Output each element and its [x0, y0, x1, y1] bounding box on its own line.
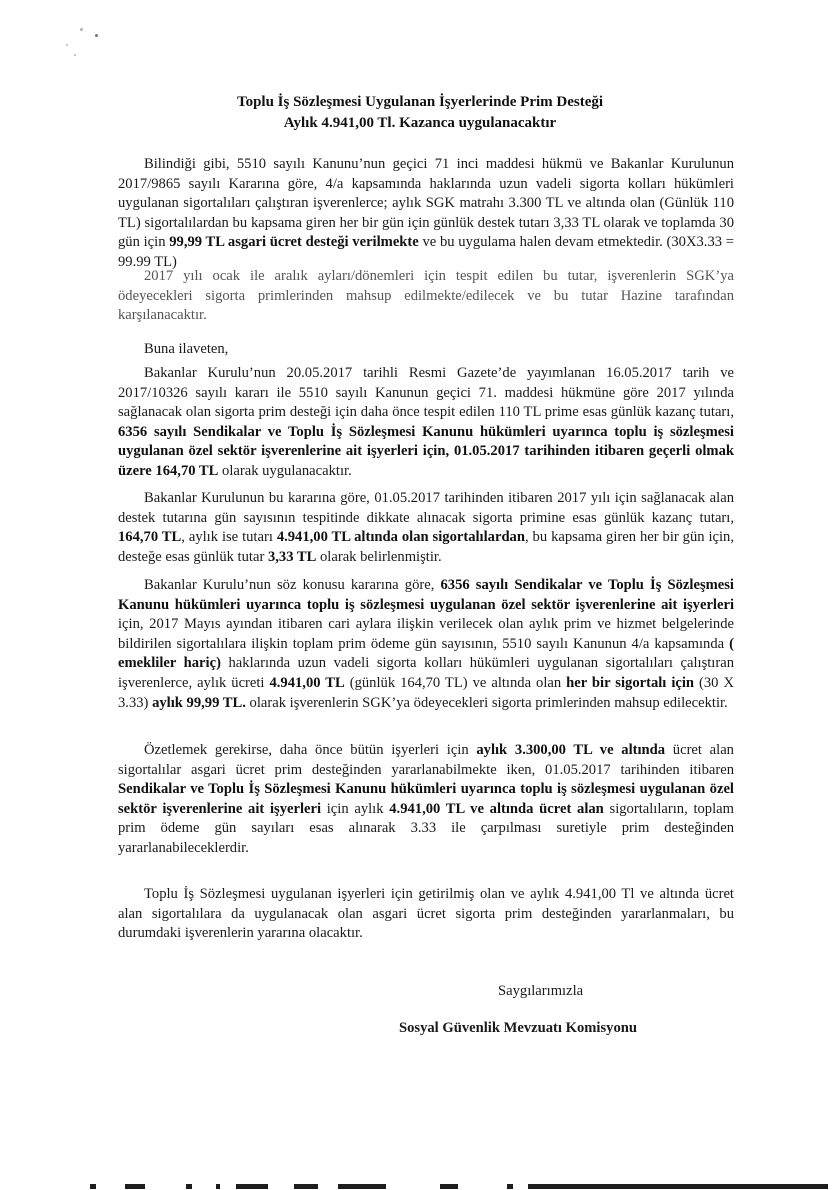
scan-speck — [80, 28, 83, 31]
edge-mark — [186, 1184, 192, 1189]
scan-edge-marks — [0, 1184, 840, 1190]
scan-speck — [95, 34, 98, 37]
scan-speck — [66, 44, 68, 46]
edge-mark — [125, 1184, 145, 1189]
scan-speck — [74, 54, 76, 56]
edge-mark — [507, 1184, 513, 1189]
edge-mark — [528, 1184, 828, 1189]
paragraph-7: Özetlemek gerekirse, daha önce bütün işyerleri için aylık 3.300,00 TL ve altında ücret alan sigortalılar asgari ücret prim desteğinden yararlanabilmekte iken, 01.05.2017 tarihinden itibaren Sendikalar ve Toplu İş Sözleşmesi Kanunu hükümleri uyarınca toplu iş sözleşmesi uygulanan özel sektör işverenlerine ait işyerleri için aylık 4.941,00 TL ve altında ücret alan sigortalıların, toplam prim ödeme gün sayıları esas alınarak 3.33 ile çarpılması suretiyle prim desteğinden yararlanabileceklerdir. — [118, 742, 734, 856]
document-title: Toplu İş Sözleşmesi Uygulanan İşyerlerinde Prim Desteği — [236, 94, 604, 110]
edge-mark — [236, 1184, 268, 1189]
edge-mark — [216, 1184, 220, 1189]
edge-mark — [440, 1184, 458, 1189]
paragraph-8: Toplu İş Sözleşmesi uygulanan işyerleri için getirilmiş olan ve aylık 4.941,00 Tl ve altında ücret alan sigortalılara da uygulanacak olan asgari ücret sigorta prim desteğinden yararlanmaları, bu durumdaki işverenlerin yararına olacaktır. — [118, 886, 734, 942]
edge-mark — [338, 1184, 386, 1189]
paragraph-4: Bakanlar Kurulu’nun 20.05.2017 tarihli Resmi Gazete’de yayımlanan 16.05.2017 tarih ve 2017/10326 sayılı kararı ile 5510 sayılı Kanunun geçici 71. maddesi hükmüne göre 2017 yılında sağlanacak olan sigorta prim desteği için daha önce tespit edilen 110 TL prime esas günlük kazanç tutarı, 6356 sayılı Sendikalar ve Toplu İş Sözleşmesi Kanunu hükümleri uyarınca toplu iş sözleşmesi uygulanan özel sektör işverenlerine ait işyerleri için, 01.05.2017 tarihinden itibaren geçerli olmak üzere 164,70 TL olarak uygulanacaktır. — [118, 365, 734, 479]
paragraph-2: 2017 yılı ocak ile aralık ayları/dönemleri için tespit edilen bu tutar, işverenlerin SGK’ya ödeyecekleri sigorta primlerinden mahsup edilmekte/edilecek ve bu tutar Hazine tarafından karşılanacaktır. — [118, 268, 734, 324]
paragraph-5: Bakanlar Kurulunun bu kararına göre, 01.05.2017 tarihinden itibaren 2017 yılı için sağlanacak alan destek tutarına gün sayısının tespitinde dikkate alınacak sigorta primine esas günlük kazanç tutarı, 164,70 TL, aylık ise tutarı 4.941,00 TL altında olan sigortalılardan, bu kapsama giren her bir gün için, desteğe esas günlük tutar 3,33 TL olarak belirlenmiştir. — [118, 490, 735, 565]
document-subtitle: Aylık 4.941,00 Tl. Kazanca uygulanacaktır — [283, 115, 557, 131]
signer-name: Sosyal Güvenlik Mevzuatı Komisyonu — [399, 1020, 637, 1036]
paragraph-6: Bakanlar Kurulu’nun söz konusu kararına göre, 6356 sayılı Sendikalar ve Toplu İş Sözleşmesi Kanunu hükümleri uyarınca toplu iş sözleşmesi uygulanan özel sektör işverenlerine ait işyerleri için, 2017 Mayıs ayından itibaren cari aylara ilişkin verilecek olan aylık prim ve hizmet belgelerinde bildirilen sigortalılara ilişkin toplam prim ödeme gün sayısının, 5510 sayılı Kanunun 4/a kapsamında ( emekliler hariç) haklarında uzun vadeli sigorta kolları hükümleri uygulanan sigortalıları çalıştıran işverenlerce, aylık ücreti 4.941,00 TL (günlük 164,70 TL) ve altında olan her bir sigortalı için (30 X 3.33) aylık 99,99 TL. olarak işverenlerin SGK’ya ödeyecekleri sigorta primlerinden mahsup edilecektir. — [118, 577, 734, 711]
paragraph-1: Bilindiği gibi, 5510 sayılı Kanunu’nun geçici 71 inci maddesi hükmü ve Bakanlar Kurulunun 2017/9865 sayılı Kararına göre, 4/a kapsamında haklarında uzun vadeli sigorta kolları hükümleri uygulanan sigortalıları çalıştıran işverenlerce; aylık SGK matrahı 3.300 TL ve altında olan (Günlük 110 TL) sigortalılardan bu kapsama giren her bir gün için günlük destek tutarı 3,33 TL olarak ve toplamda 30 gün için 99,99 TL asgari ücret desteği verilmekte ve bu uygulama halen devam etmektedir. (30X3.33 = 99.99 TL) — [118, 156, 734, 270]
edge-mark — [90, 1184, 96, 1189]
edge-mark — [294, 1184, 318, 1189]
paragraph-3: Buna ilaveten, — [144, 341, 229, 357]
closing-salutation: Saygılarımızla — [498, 983, 584, 999]
